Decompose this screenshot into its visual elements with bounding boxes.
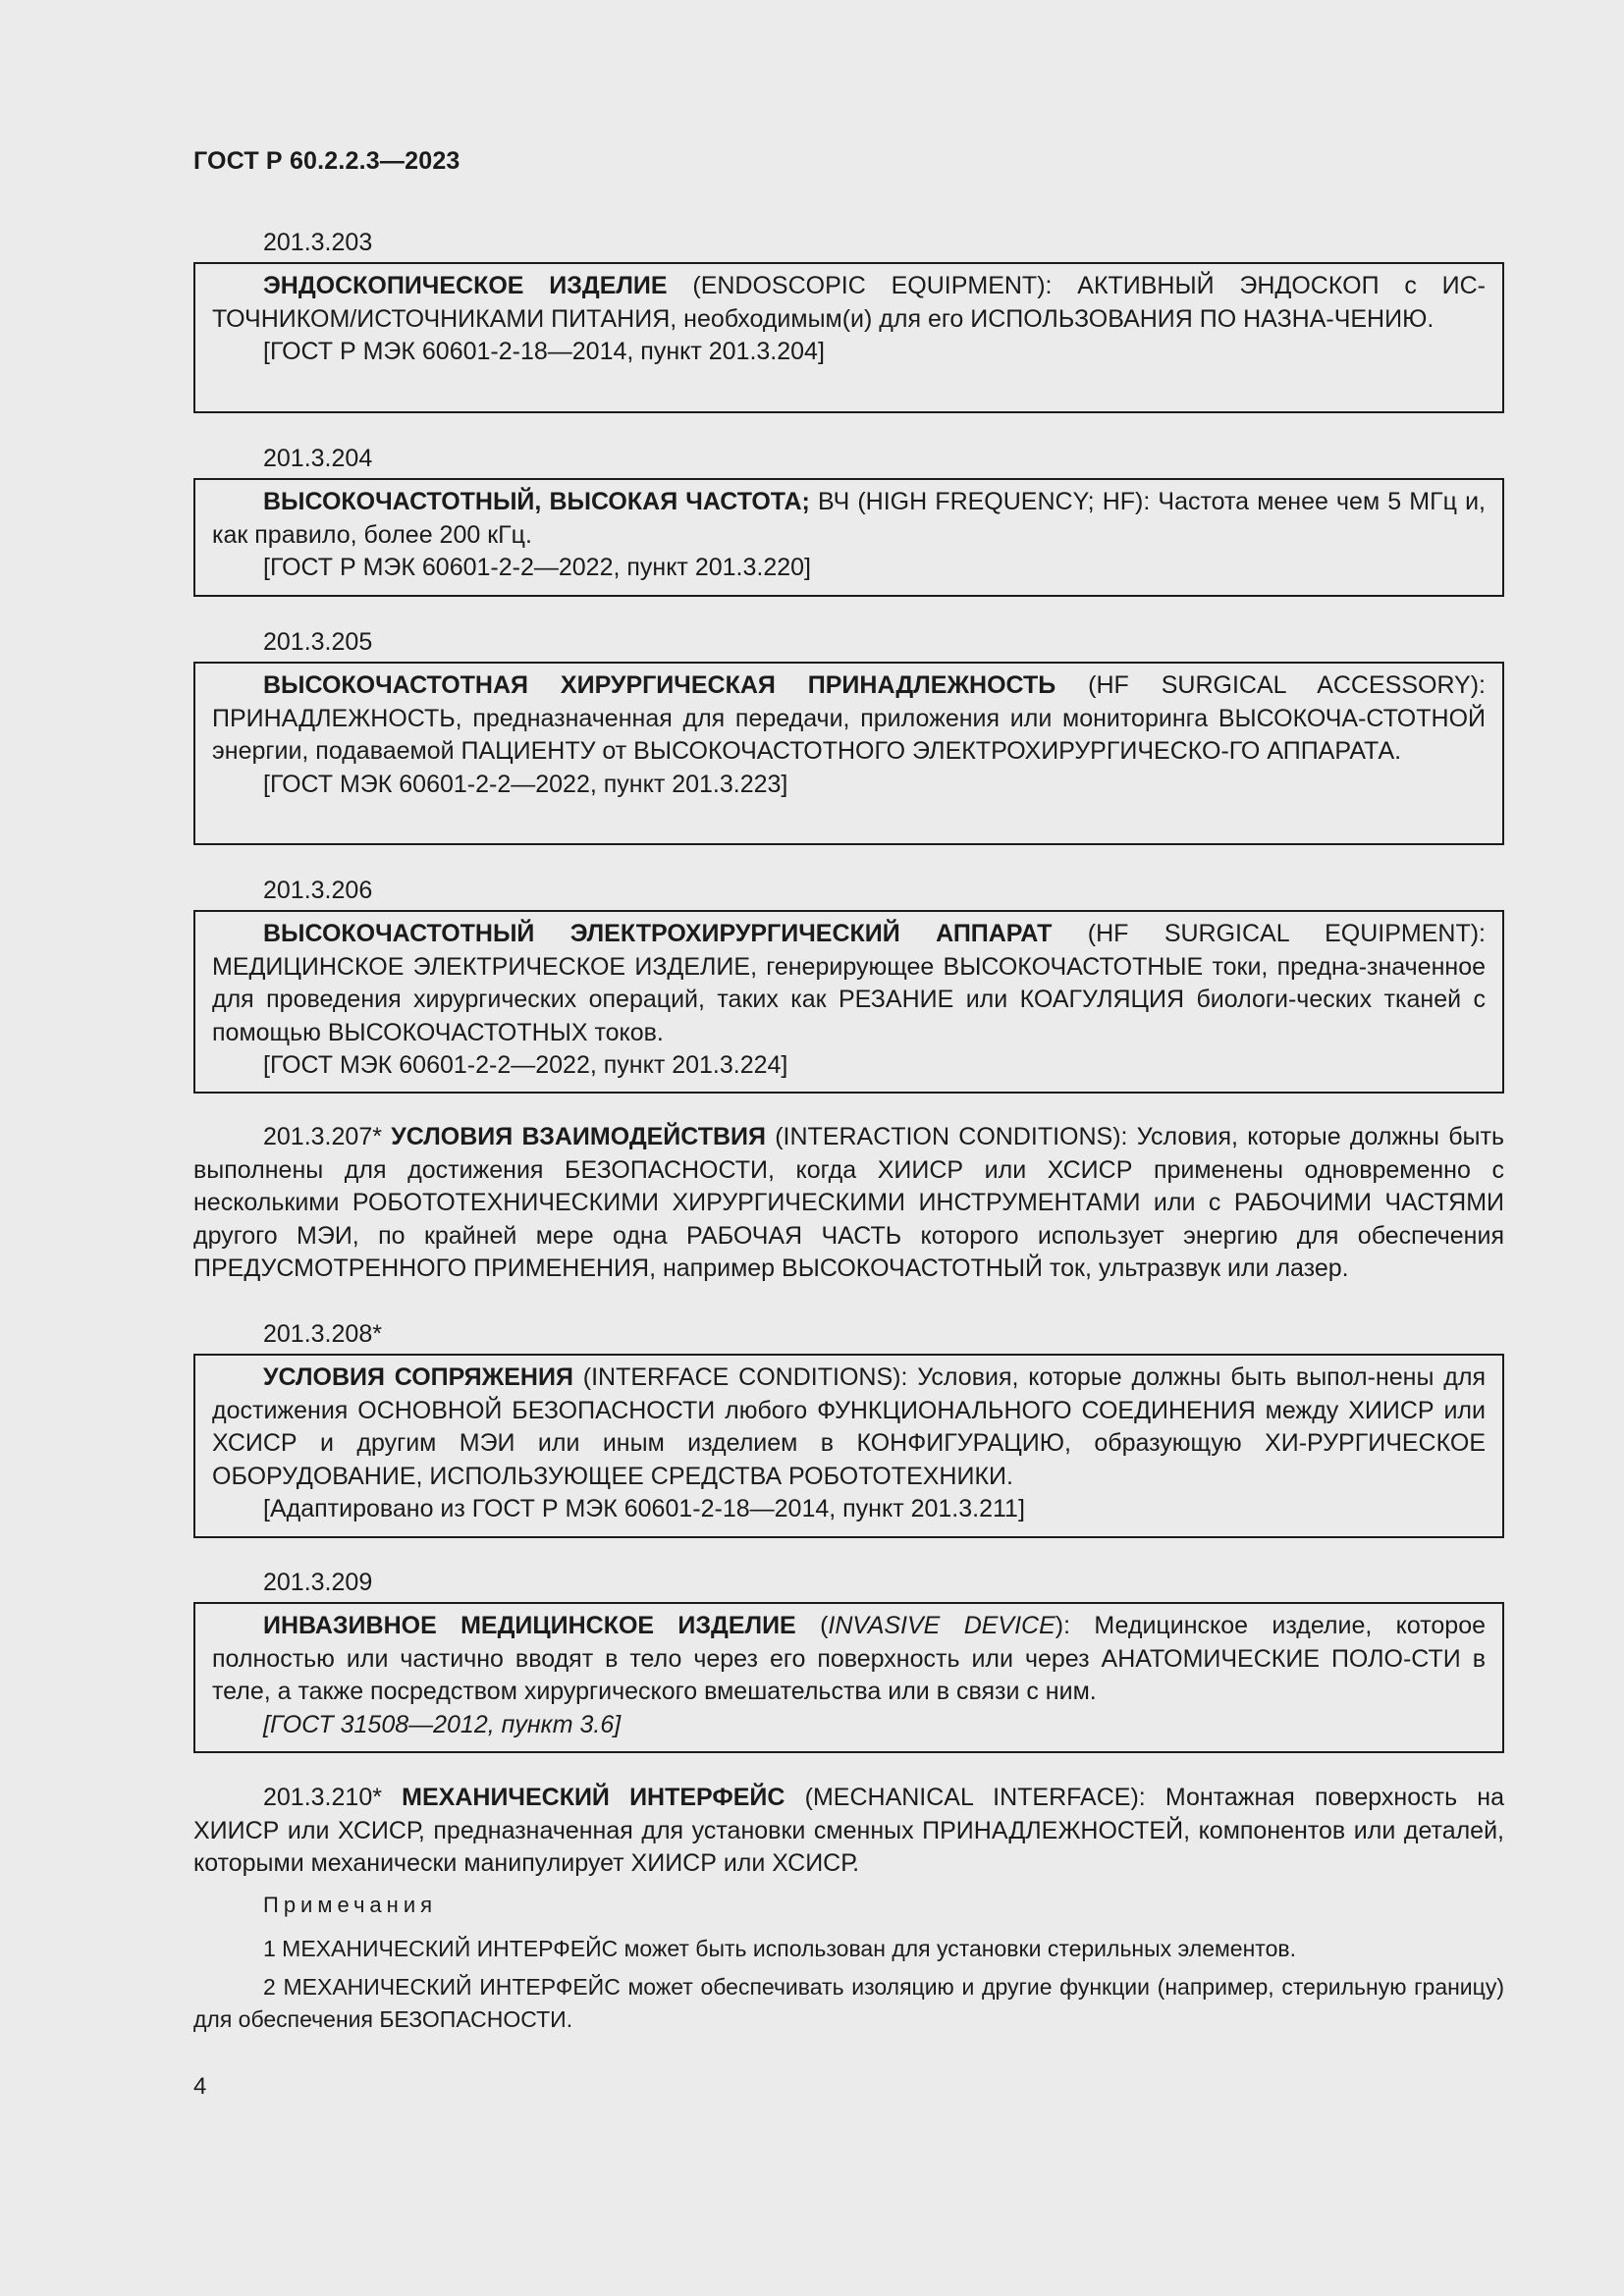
source-reference: [Адаптировано из ГОСТ Р МЭК 60601-2-18—2014, пункт 201.3.211] — [263, 1495, 1025, 1522]
term: ВЫСОКОЧАСТОТНЫЙ ЭЛЕКТРОХИРУРГИЧЕСКИЙ АППАРАТ — [263, 920, 1053, 947]
definition-box — [193, 262, 1504, 413]
entry-number: 201.3.208* — [263, 1320, 382, 1348]
definition-body: (HF SURGICAL EQUIPMENT): МЕДИЦИНСКОЕ ЭЛЕКТРИЧЕСКОЕ ИЗДЕЛИЕ, генерирующее ВЫСОКОЧАСТОТНЫЕ токи, предна-значенное для проведения хирургических операций, таких как РЕЗАНИЕ или КОАГУЛЯЦИЯ биологи-ческих тканей с помощью ВЫСОКОЧАСТОТНЫХ токов. — [212, 920, 1486, 1046]
term: УСЛОВИЯ СОПРЯЖЕНИЯ — [263, 1363, 573, 1391]
definition-box — [193, 910, 1504, 1094]
definition-body: (INTERFACE CONDITIONS): Условия, которые должны быть выпол-нены для достижения ОСНОВНОЙ БЕЗОПАСНОСТИ любого ФУНКЦИОНАЛЬНОГО СОЕДИНЕНИЯ между ХИИСР или ХСИСР и другим МЭИ или иным изделием в КОНФИГУРАЦИЮ, образующую ХИ-РУРГИЧЕСКОЕ ОБОРУДОВАНИЕ, ИСПОЛЬЗУЮЩЕЕ СРЕДСТВА РОБОТОТЕХНИКИ. — [212, 1363, 1486, 1490]
definition-body: (HF SURGICAL ACCESSORY): ПРИНАДЛЕЖНОСТЬ, предназначенная для передачи, приложения или мониторинга ВЫСОКОЧА-СТОТНОЙ энергии, подаваемой ПАЦИЕНТУ от ВЫСОКОЧАСТОТНОГО ЭЛЕКТРОХИРУРГИЧЕСКО-ГО АППАРАТА. — [212, 671, 1486, 765]
note-item: 1 МЕХАНИЧЕСКИЙ ИНТЕРФЕЙС может быть использован для установки стерильных элементов. — [263, 1936, 1296, 1961]
page-number: 4 — [193, 2073, 207, 2100]
note-item: 2 МЕХАНИЧЕСКИЙ ИНТЕРФЕЙС может обеспечивать изоляцию и другие функции (например, стерильную границу) для обеспечения БЕЗОПАСНОСТИ. — [193, 1974, 1504, 2032]
definition-body: (MECHANICAL INTERFACE): Монтажная поверхность на ХИИСР или ХСИСР, предназначенная для установки сменных ПРИНАДЛЕЖНОСТЕЙ, компонентов или деталей, которыми механически манипулирует ХИИСР или ХСИСР. — [193, 1784, 1505, 1877]
term: ВЫСОКОЧАСТОТНАЯ ХИРУРГИЧЕСКАЯ ПРИНАДЛЕЖНОСТЬ — [263, 671, 1056, 699]
source-reference: [ГОСТ Р МЭК 60601-2-2—2022, пункт 201.3.220] — [263, 554, 811, 581]
definition-text — [212, 669, 1486, 769]
entry-number: 201.3.210* — [263, 1784, 382, 1811]
term: ВЫСОКОЧАСТОТНЫЙ, ВЫСОКАЯ ЧАСТОТА; — [263, 488, 810, 515]
term-english-italic: INVASIVE DEVICE — [828, 1612, 1056, 1639]
definition-paragraph — [193, 1782, 1504, 1881]
definition-text — [193, 1121, 1504, 1286]
definition-text — [212, 1610, 1486, 1709]
definition-paragraph — [193, 1121, 1504, 1286]
definition-body: ): Медицинское изделие, которое полностью или частично вводят в тело через его поверхность или через АНАТОМИЧЕСКИЕ ПОЛО-СТИ в теле, а также посредством хирургического вмешательства или в связи с ним. — [212, 1612, 1487, 1705]
source-reference: [ГОСТ 31508—2012, пункт 3.6] — [263, 1710, 622, 1738]
source-reference: [ГОСТ МЭК 60601-2-2—2022, пункт 201.3.223] — [263, 770, 788, 798]
definition-box — [193, 662, 1504, 845]
definition-text — [212, 1362, 1486, 1493]
definition-text — [212, 486, 1486, 552]
document-header: ГОСТ Р 60.2.2.3—2023 — [193, 147, 460, 175]
notes-heading: Примечания — [263, 1893, 438, 1917]
definition-body: (INTERACTION CONDITIONS): Условия, которые должны быть выполнены для достижения БЕЗОПАСНОСТИ, когда ХИИСР или ХСИСР применены одновременно с несколькими РОБОТОТЕХНИЧЕСКИМИ ХИРУРГИЧЕСКИМИ ИНСТРУМЕНТАМИ или с РАБОЧИМИ ЧАСТЯМИ другого МЭИ, по крайней мере одна РАБОЧАЯ ЧАСТЬ которого использует энергию для обеспечения ПРЕДУСМОТРЕННОГО ПРИМЕНЕНИЯ, например ВЫСОКОЧАСТОТНЫЙ ток, ультразвук или лазер. — [193, 1123, 1504, 1282]
term: ЭНДОСКОПИЧЕСКОЕ ИЗДЕЛИЕ — [263, 272, 668, 299]
definition-box — [193, 1602, 1504, 1753]
entry-number: 201.3.207* — [263, 1123, 382, 1150]
entry-number: 201.3.203 — [263, 229, 373, 256]
definition-body: ВЧ (HIGH FREQUENCY; HF): Частота менее чем 5 МГц и, как правило, более 200 кГц. — [212, 488, 1487, 549]
entry-number: 201.3.204 — [263, 445, 373, 472]
term: ИНВАЗИВНОЕ МЕДИЦИНСКОЕ ИЗДЕЛИЕ — [263, 1612, 796, 1639]
definition-text — [212, 918, 1486, 1049]
definition-text — [193, 1782, 1504, 1881]
term: МЕХАНИЧЕСКИЙ ИНТЕРФЕЙС — [402, 1784, 785, 1811]
definition-body: (ENDOSCOPIC EQUIPMENT): АКТИВНЫЙ ЭНДОСКОП с ИС-ТОЧНИКОМ/ИСТОЧНИКАМИ ПИТАНИЯ, необходимым(и) для его ИСПОЛЬЗОВАНИЯ ПО НАЗНА-ЧЕНИЮ. — [212, 272, 1486, 333]
entry-number: 201.3.206 — [263, 877, 373, 904]
term: УСЛОВИЯ ВЗАИМОДЕЙСТВИЯ — [391, 1123, 766, 1150]
source-reference: [ГОСТ МЭК 60601-2-2—2022, пункт 201.3.224] — [263, 1051, 788, 1079]
definition-box — [193, 478, 1504, 597]
definition-text — [212, 270, 1486, 336]
entry-number: 201.3.209 — [263, 1569, 373, 1596]
definition-box — [193, 1354, 1504, 1538]
source-reference: [ГОСТ Р МЭК 60601-2-18—2014, пункт 201.3.204] — [263, 338, 825, 365]
definition-body-open: ( — [795, 1612, 829, 1639]
entry-number: 201.3.205 — [263, 628, 373, 656]
